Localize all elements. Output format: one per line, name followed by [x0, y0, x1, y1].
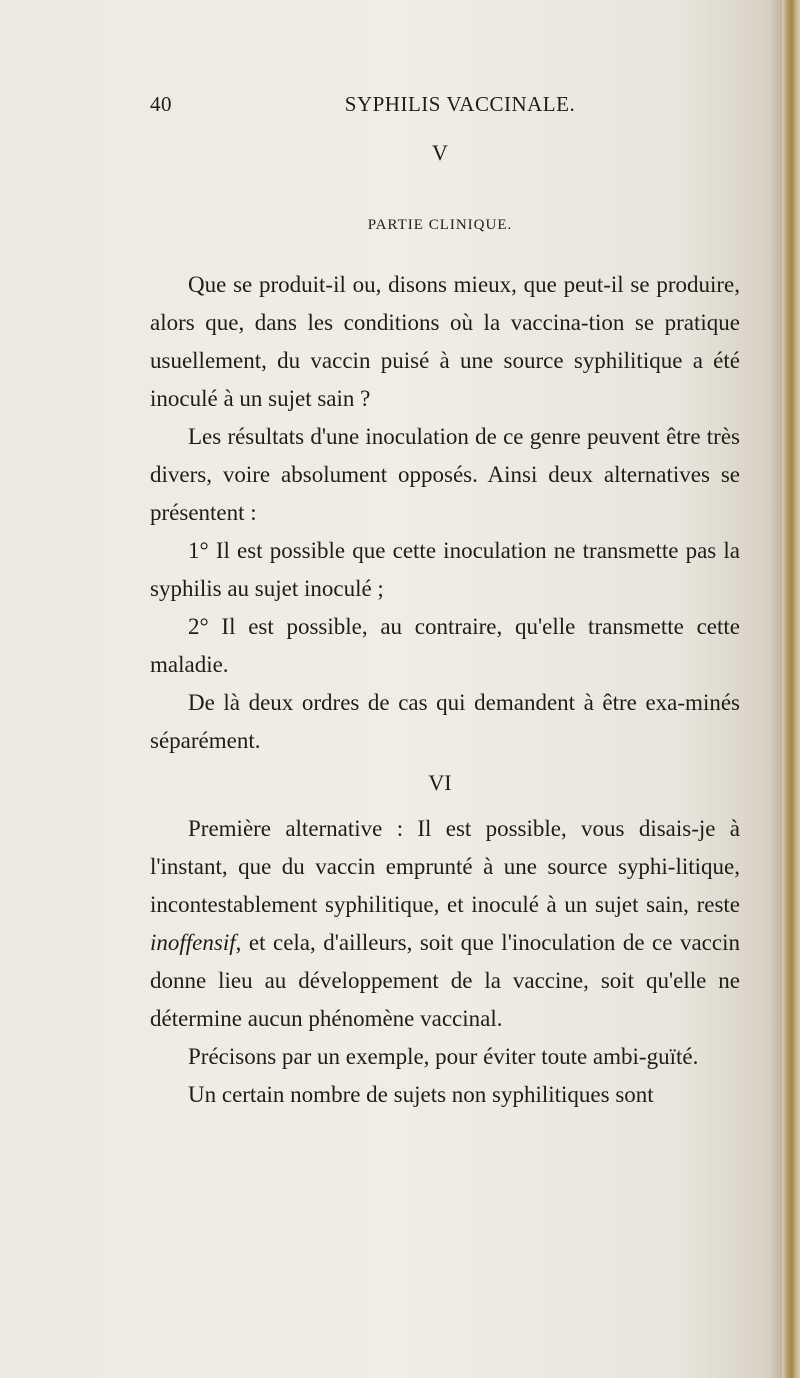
running-title: SYPHILIS VACCINALE. [344, 92, 576, 116]
section-number-v: V [432, 140, 448, 165]
paragraph-text: Première alternative : Il est possible, vous disais-je à l'instant, que du vaccin emprunté à une source syphi-litique, incontestablement syphilitique, et inoculé à un sujet sain, reste [150, 816, 740, 917]
section-number-vi: VI [428, 770, 452, 795]
section-vi-body [150, 810, 740, 1114]
running-head [150, 92, 740, 122]
paragraph: 2° Il est possible, au contraire, qu'elle transmette cette maladie. [150, 614, 740, 677]
section-v-body [150, 266, 740, 760]
paragraph: 1° Il est possible que cette inoculation ne transmette pas la syphilis au sujet inoculé ; [150, 538, 740, 601]
page-number: 40 [150, 92, 172, 116]
page-gutter-shadow [768, 0, 782, 1378]
italic-term: inoffensif [150, 930, 236, 955]
paragraph-first-alternative [150, 810, 740, 1038]
paragraph: Que se produit-il ou, disons mieux, que peut-il se produire, alors que, dans les conditions où la vaccina-tion se pratique usuellement, du vaccin puisé à une source syphilitique a été inoculé à un sujet sain ? [150, 272, 740, 411]
book-edge [782, 0, 800, 1378]
paragraph-text: , et cela, d'ailleurs, soit que l'inoculation de ce vaccin donne lieu au développement de la vaccine, soit qu'elle ne détermine aucun phénomène vaccinal. [150, 930, 740, 1031]
section-subtitle: PARTIE CLINIQUE. [367, 217, 513, 233]
paragraph: Un certain nombre de sujets non syphilitiques sont [188, 1082, 654, 1107]
paragraph: De là deux ordres de cas qui demandent à être exa-minés séparément. [150, 690, 740, 753]
paragraph: Précisons par un exemple, pour éviter toute ambi-guïté. [188, 1044, 699, 1069]
paragraph: Les résultats d'une inoculation de ce genre peuvent être très divers, voire absolument opposés. Ainsi deux alternatives se présentent : [150, 424, 740, 525]
